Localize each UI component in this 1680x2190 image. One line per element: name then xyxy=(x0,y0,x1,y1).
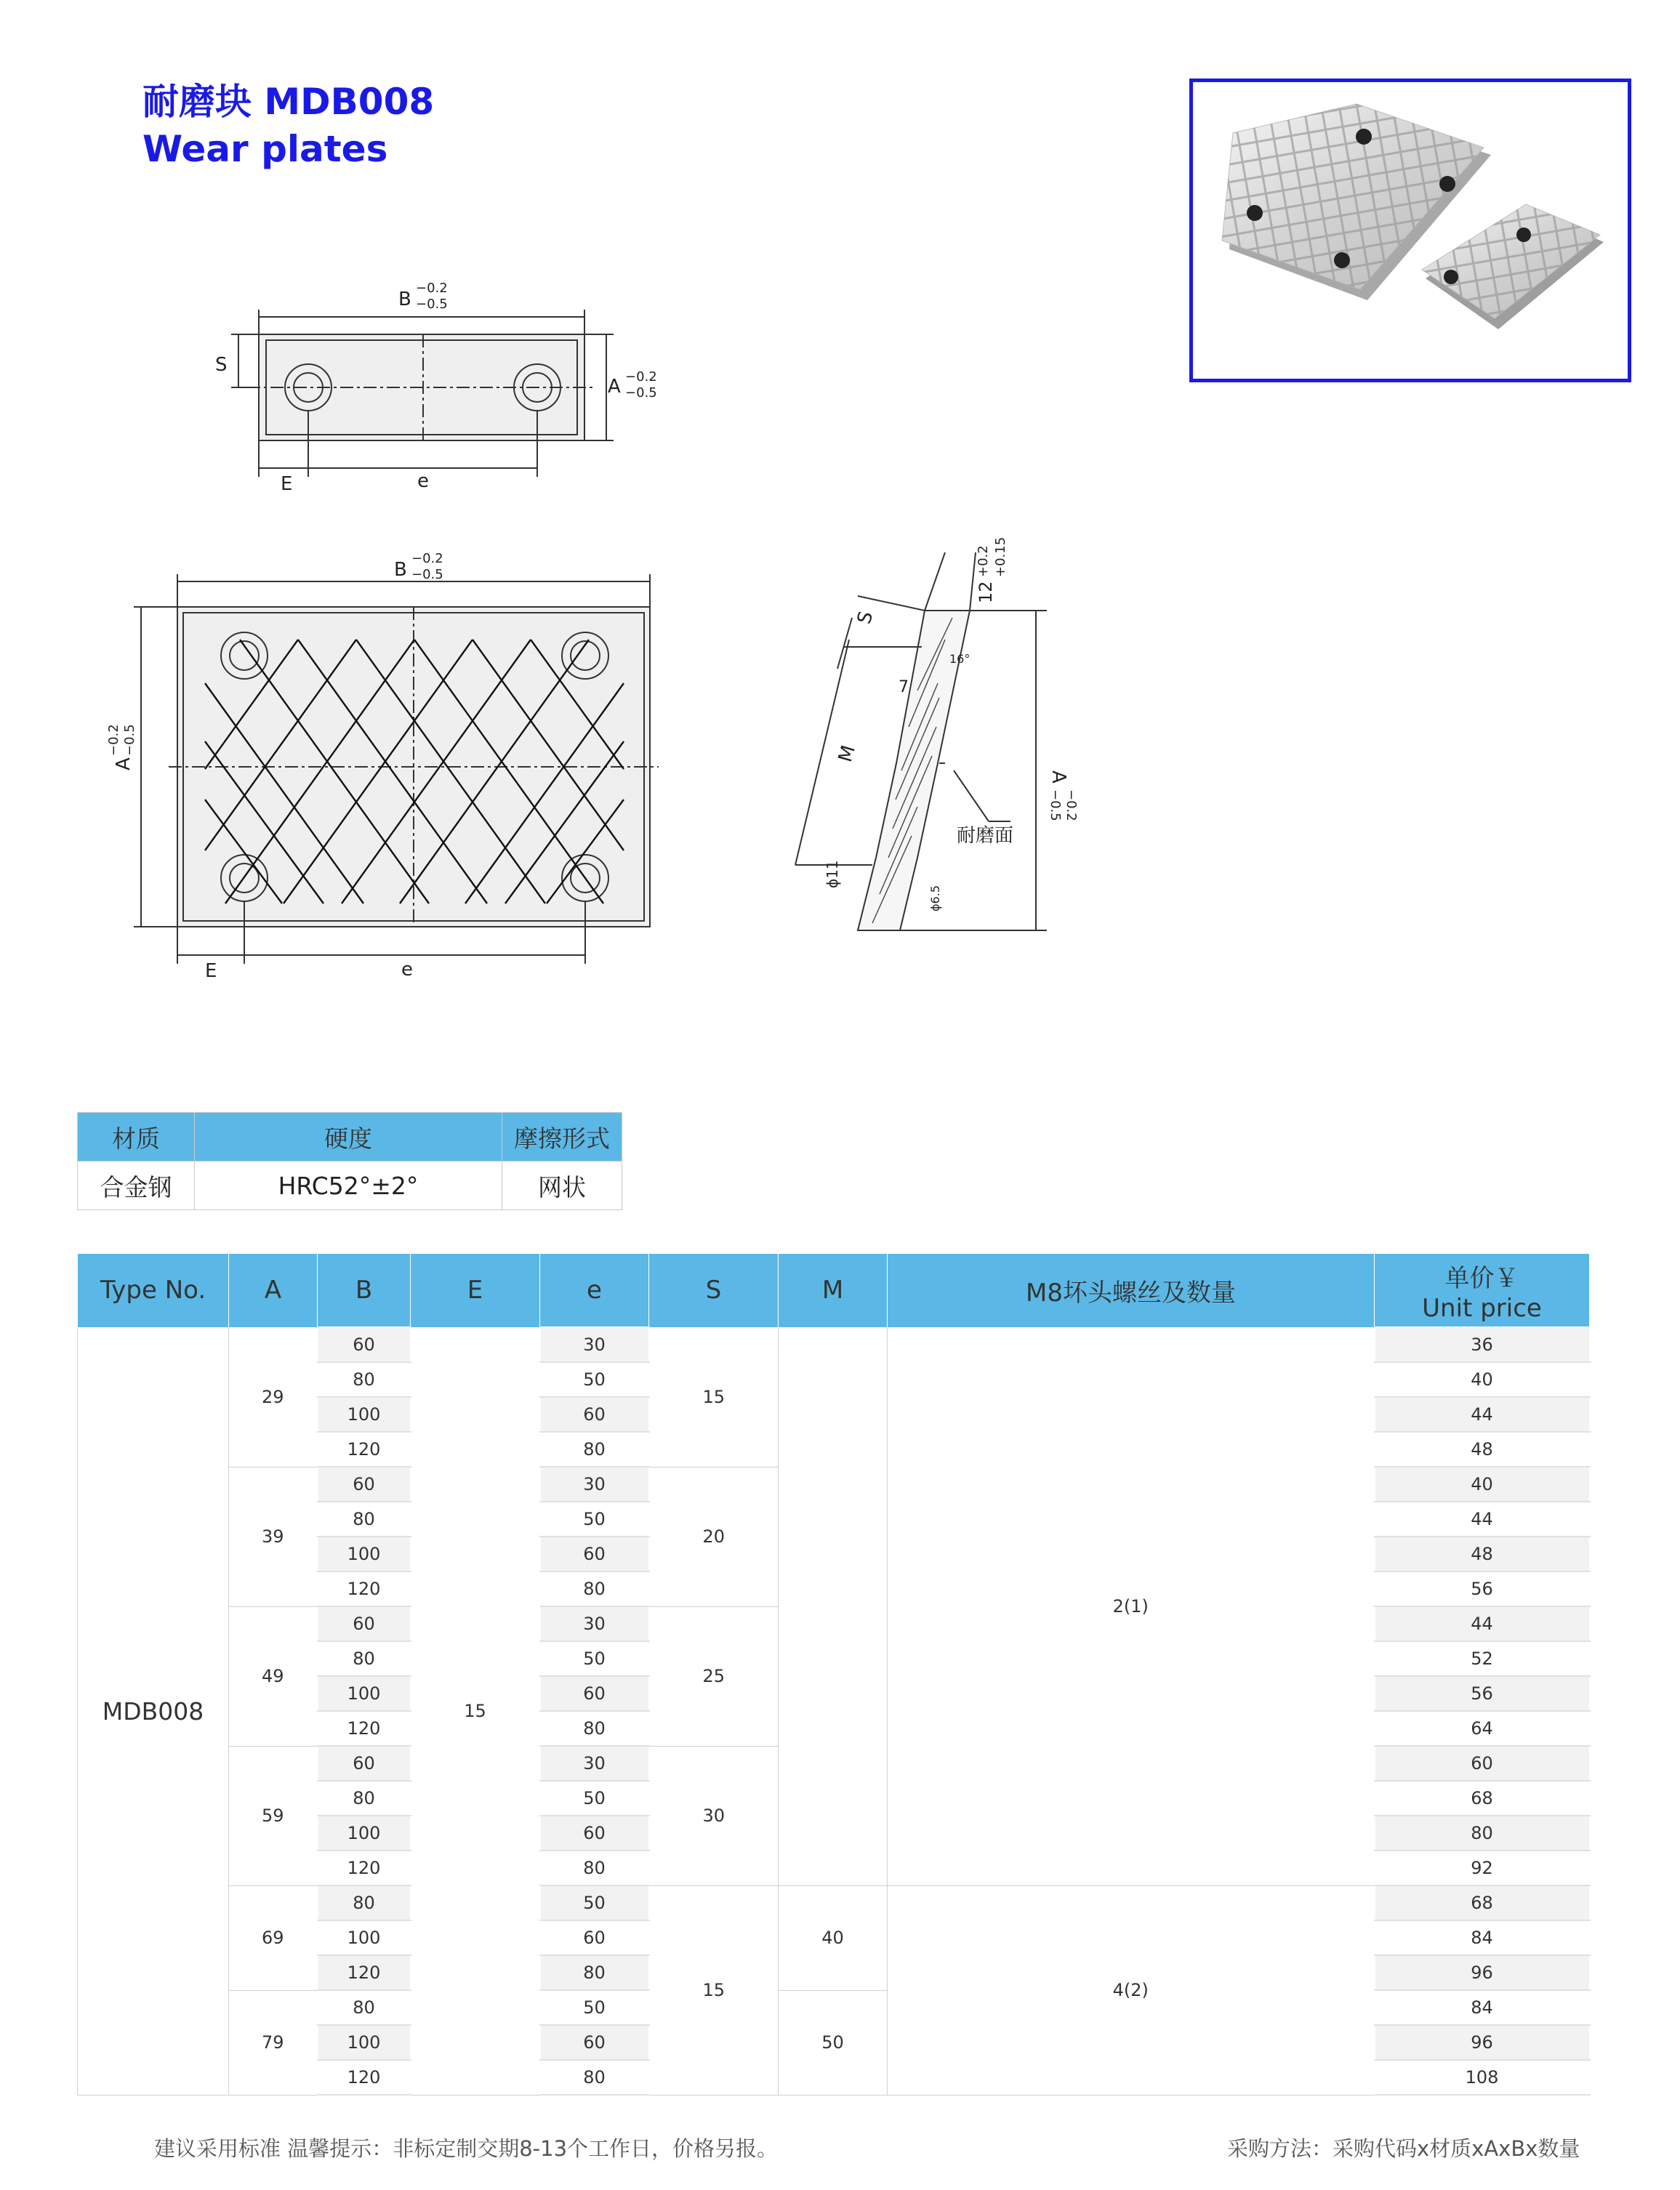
b-cell: 120 xyxy=(318,1571,411,1606)
e-lower-cell: 60 xyxy=(540,2025,649,2060)
b-cell: 120 xyxy=(318,2060,411,2095)
b-cell: 80 xyxy=(318,1781,411,1816)
e-lower-cell: 60 xyxy=(540,1816,649,1851)
dim-s-top: S xyxy=(215,354,228,376)
screws-cell: 2(1) xyxy=(888,1327,1375,1885)
tol-b-top-lower: −0.5 xyxy=(416,297,448,312)
b-cell: 100 xyxy=(318,1537,411,1571)
page-title-cn: 耐磨块 MDB008 xyxy=(142,81,435,123)
dim-s-section: S xyxy=(853,608,878,627)
footer-note: 建议采用标准 温馨提示：非标定制交期8-13个工作日，价格另报。 xyxy=(154,2136,779,2161)
dim-e-lower-plate: e xyxy=(401,959,413,981)
wear-surface-label: 耐磨面 xyxy=(957,825,1014,847)
b-cell: 60 xyxy=(318,1327,411,1362)
col-type-no: Type No. xyxy=(78,1254,229,1328)
price-cell: 48 xyxy=(1375,1537,1590,1571)
m-cell: 40 xyxy=(779,1885,888,1990)
s-cell: 30 xyxy=(649,1746,779,1885)
material-table xyxy=(77,1112,622,1210)
e-lower-cell: 50 xyxy=(540,1990,649,2025)
b-cell: 120 xyxy=(318,1955,411,1990)
a-cell: 49 xyxy=(229,1606,318,1746)
e-lower-cell: 60 xyxy=(540,1537,649,1571)
e-lower-cell: 80 xyxy=(540,1851,649,1885)
dia-11-label: ϕ11 xyxy=(824,860,841,888)
price-cell: 92 xyxy=(1375,1851,1590,1885)
price-cell: 84 xyxy=(1375,1920,1590,1955)
e-lower-cell: 50 xyxy=(540,1641,649,1676)
price-cell: 68 xyxy=(1375,1885,1590,1920)
e-upper-cell: 15 xyxy=(411,1327,540,2095)
page-title-en: Wear plates xyxy=(142,128,388,170)
e-lower-cell: 60 xyxy=(540,1397,649,1432)
tol-b-top-upper: −0.2 xyxy=(416,281,448,296)
a-cell: 39 xyxy=(229,1467,318,1606)
b-cell: 100 xyxy=(318,1816,411,1851)
price-cell: 36 xyxy=(1375,1327,1590,1362)
col-m: M xyxy=(779,1254,888,1328)
price-cell: 40 xyxy=(1375,1362,1590,1397)
dia-6-5-label: ϕ6.5 xyxy=(928,885,942,911)
mat-value-friction: 网状 xyxy=(502,1162,622,1210)
angle-label: 16° xyxy=(949,652,970,666)
b-cell: 80 xyxy=(318,1885,411,1920)
col-a: A xyxy=(229,1254,318,1328)
tol-b-plate-lower: −0.5 xyxy=(411,567,443,582)
price-cell: 68 xyxy=(1375,1781,1590,1816)
b-cell: 80 xyxy=(318,1502,411,1537)
e-lower-cell: 80 xyxy=(540,1432,649,1467)
e-lower-cell: 60 xyxy=(540,1920,649,1955)
dim-a-plate: A xyxy=(113,757,134,770)
dim-a-section: A xyxy=(1048,770,1069,784)
tol-a-section-upper: −0.2 xyxy=(1064,789,1079,821)
e-lower-cell: 50 xyxy=(540,1781,649,1816)
col-screws: M8坏头螺丝及数量 xyxy=(888,1254,1375,1328)
mat-value-material: 合金钢 xyxy=(78,1162,195,1210)
e-lower-cell: 30 xyxy=(540,1606,649,1641)
b-cell: 100 xyxy=(318,1920,411,1955)
price-cell: 52 xyxy=(1375,1641,1590,1676)
e-lower-cell: 80 xyxy=(540,2060,649,2095)
col-e-upper: E xyxy=(411,1254,540,1328)
price-cell: 44 xyxy=(1375,1397,1590,1432)
dim-m-section: M xyxy=(834,743,860,765)
s-cell: 25 xyxy=(649,1606,779,1746)
type-no-cell: MDB008 xyxy=(78,1327,229,2095)
price-cell: 56 xyxy=(1375,1676,1590,1711)
e-lower-cell: 30 xyxy=(540,1327,649,1362)
col-s: S xyxy=(649,1254,779,1328)
b-cell: 120 xyxy=(318,1851,411,1885)
footer-purchase-method: 采购方法：采购代码x材质xAxBx数量 xyxy=(1227,2136,1580,2161)
price-cell: 40 xyxy=(1375,1467,1590,1502)
dim-7-label: 7 xyxy=(899,678,909,696)
tol-a-top-lower: −0.5 xyxy=(625,385,657,400)
a-cell: 79 xyxy=(229,1990,318,2095)
col-unit-price xyxy=(1375,1254,1590,1328)
a-cell: 29 xyxy=(229,1327,318,1467)
m-cell: 50 xyxy=(779,1990,888,2095)
tol-b-plate-upper: −0.2 xyxy=(411,551,443,566)
price-cell: 48 xyxy=(1375,1432,1590,1467)
dim-12-section: 12 xyxy=(976,581,996,603)
price-cell: 44 xyxy=(1375,1606,1590,1641)
price-cell: 60 xyxy=(1375,1746,1590,1781)
b-cell: 100 xyxy=(318,2025,411,2060)
dim-b-plate: B xyxy=(394,559,407,581)
b-cell: 80 xyxy=(318,1990,411,2025)
b-cell: 120 xyxy=(318,1432,411,1467)
e-lower-cell: 80 xyxy=(540,1955,649,1990)
mat-header-material: 材质 xyxy=(78,1113,195,1162)
tol-a-plate-lower: −0.5 xyxy=(122,724,137,756)
b-cell: 60 xyxy=(318,1746,411,1781)
a-cell: 69 xyxy=(229,1885,318,1990)
price-cell: 64 xyxy=(1375,1711,1590,1746)
m-cell-empty xyxy=(779,1327,888,1885)
tol-12-upper: +0.2 xyxy=(976,545,991,577)
b-cell: 80 xyxy=(318,1362,411,1397)
b-cell: 100 xyxy=(318,1397,411,1432)
price-cell: 84 xyxy=(1375,1990,1590,2025)
e-lower-cell: 30 xyxy=(540,1746,649,1781)
b-cell: 60 xyxy=(318,1467,411,1502)
e-lower-cell: 30 xyxy=(540,1467,649,1502)
a-cell: 59 xyxy=(229,1746,318,1885)
mat-value-hardness: HRC52°±2° xyxy=(195,1162,502,1210)
tol-a-top-upper: −0.2 xyxy=(625,369,657,385)
technical-drawing xyxy=(0,0,1680,1076)
dim-e-upper-top: E xyxy=(281,473,293,495)
s-cell: 15 xyxy=(649,1327,779,1467)
tol-a-plate-upper: −0.2 xyxy=(106,724,121,756)
col-b: B xyxy=(318,1254,411,1328)
s-cell: 20 xyxy=(649,1467,779,1606)
dim-a-top: A xyxy=(608,376,621,398)
price-cell: 80 xyxy=(1375,1816,1590,1851)
price-cell: 96 xyxy=(1375,1955,1590,1990)
s-cell: 15 xyxy=(649,1885,779,2095)
b-cell: 120 xyxy=(318,1711,411,1746)
e-lower-cell: 80 xyxy=(540,1571,649,1606)
e-lower-cell: 80 xyxy=(540,1711,649,1746)
b-cell: 100 xyxy=(318,1676,411,1711)
b-cell: 60 xyxy=(318,1606,411,1641)
col-e-lower: e xyxy=(540,1254,649,1328)
e-lower-cell: 50 xyxy=(540,1885,649,1920)
price-cell: 44 xyxy=(1375,1502,1590,1537)
price-cell: 108 xyxy=(1375,2060,1590,2095)
mat-header-friction: 摩擦形式 xyxy=(502,1113,622,1162)
dim-b-top: B xyxy=(398,289,411,310)
e-lower-cell: 60 xyxy=(540,1676,649,1711)
tol-12-lower: +0.15 xyxy=(993,536,1008,577)
dim-e-lower-top: e xyxy=(417,470,429,492)
e-lower-cell: 50 xyxy=(540,1502,649,1537)
e-lower-cell: 50 xyxy=(540,1362,649,1397)
b-cell: 80 xyxy=(318,1641,411,1676)
price-cell: 96 xyxy=(1375,2025,1590,2060)
screws-cell: 4(2) xyxy=(888,1885,1375,2095)
mat-header-hardness: 硬度 xyxy=(195,1113,502,1162)
dim-e-upper-plate: E xyxy=(205,960,217,982)
price-cell: 56 xyxy=(1375,1571,1590,1606)
col-unit-price-en: Unit price xyxy=(1422,1293,1542,1323)
col-unit-price-cn: 单价￥ xyxy=(1444,1263,1519,1293)
tol-a-section-lower: −0.5 xyxy=(1048,789,1063,821)
spec-table xyxy=(77,1253,1591,2096)
